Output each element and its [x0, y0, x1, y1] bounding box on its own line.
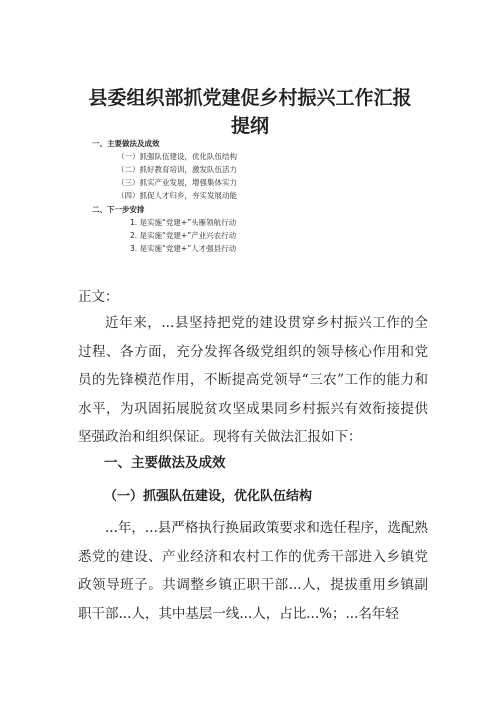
- intro-paragraph: 近年来，...县坚持把党的建设贯穿乡村振兴工作的全过程、各方面，充分发挥各级党组织的领导核心作用和党员的先锋模范作用，不断提高党领导“三农”工作的能力和水平，为巩固拓展脱贫攻坚成果同乡村振兴有效衔接提供坚强政治和组织保证。现将有关做法汇报如下：: [78, 315, 428, 446]
- outline-item: （一）抓强队伍建设，优化队伍结构: [117, 152, 237, 161]
- outline-item: （四）抓促人才归乡，夯实发展动能: [117, 191, 237, 200]
- outline-item: （二）抓好教育培训，激发队伍活力: [117, 165, 237, 174]
- document-title-line-1: 县委组织部抓党建促乡村振兴工作汇报: [88, 87, 412, 109]
- outline-item: （三）抓实产业发展，增强集体实力: [117, 178, 237, 187]
- outline-item: 3. 是实施“党建+”人才强县行动: [130, 244, 237, 253]
- section-heading: 一、主要做法及成效: [104, 455, 226, 471]
- body-label: 正文：: [78, 289, 119, 305]
- outline-item: 2. 是实施“党建+”产业兴农行动: [130, 231, 237, 240]
- outline-item: 1. 是实施“党建+”头雁领航行动: [130, 218, 237, 227]
- body-paragraph: ...年，...县严格执行换届政策要求和选任程序，选配熟悉党的建设、产业经济和农村工作的优秀干部进入乡镇党政领导班子。共调整乡镇正职干部...人，提拔重用乡镇副职干部...人，其中基层一线...人，占比...%；...名年轻: [78, 520, 428, 622]
- outline-section-1: 一、主要做法及成效: [92, 139, 160, 148]
- subsection-heading: （一）抓强队伍建设，优化队伍结构: [104, 489, 313, 504]
- outline-section-2: 二、下一步安排: [92, 205, 145, 214]
- document-title-line-2: 提纲: [230, 115, 269, 137]
